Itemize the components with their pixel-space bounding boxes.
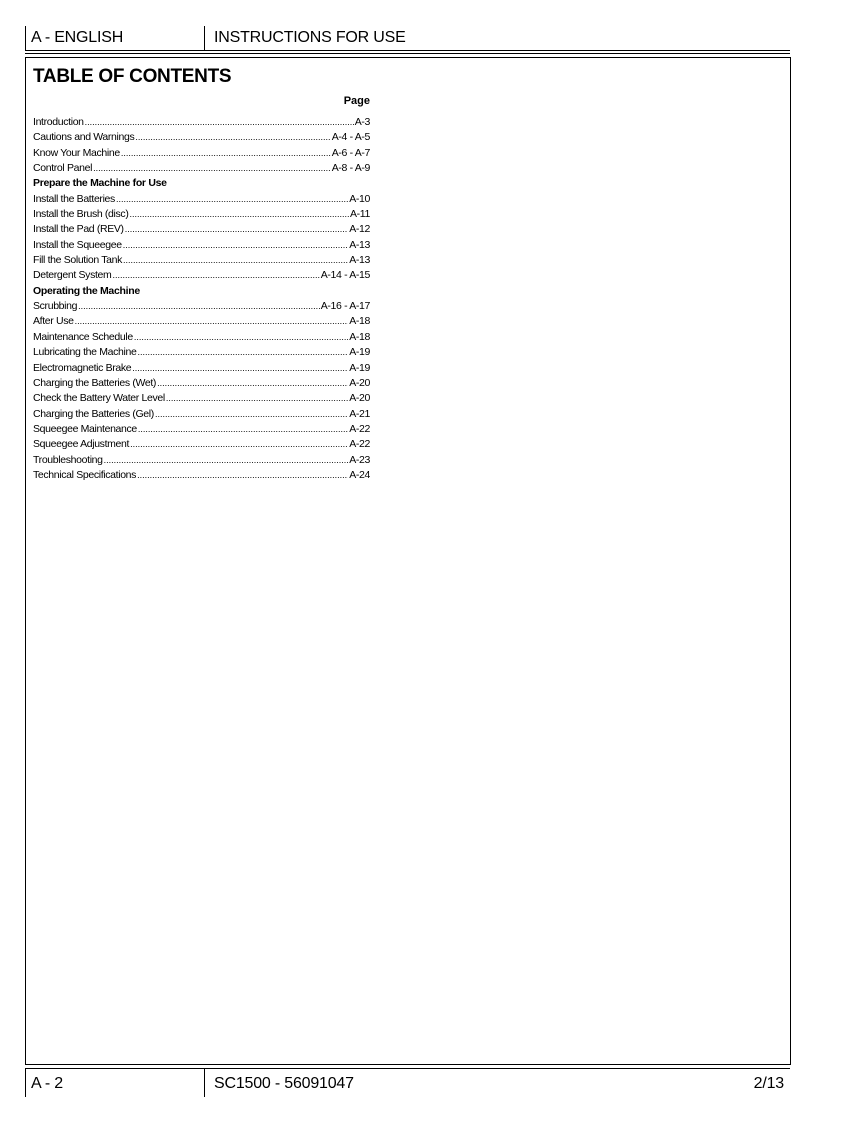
toc-entry-page: A-22 [349,422,370,435]
toc-entry[interactable] [33,161,370,176]
toc-entry-page: A-3 [354,116,370,128]
toc-entry-page: A-18 [349,330,370,343]
toc-entry-label: Charging the Batteries (Gel) [33,407,154,420]
toc-entry-label: Know Your Machine [33,146,120,159]
toc-entry-page: A-20 [349,392,370,405]
toc-entry[interactable] [33,314,370,329]
toc-entry[interactable] [33,345,370,360]
toc-entry-label: Squeegee Maintenance [33,422,137,435]
toc-entry-page: A-20 [349,376,370,389]
toc-entry-label: Install the Brush (disc) [33,208,129,221]
toc-entry[interactable] [33,422,370,437]
toc-dot-leader [85,115,354,130]
toc-entry[interactable] [33,361,370,376]
toc-dot-leader [134,330,348,345]
toc-entry-page: A-13 [349,254,370,267]
toc-entry-label: Fill the Solution Tank [33,254,122,267]
toc-entry[interactable] [33,453,370,468]
toc-entry-label: Charging the Batteries (Wet) [33,376,157,389]
toc-dot-leader [166,391,348,406]
toc-entry[interactable] [33,437,370,452]
toc-entry-label: Scrubbing [33,300,78,313]
toc-entry-label: Technical Specifications [33,468,137,481]
page-title: TABLE OF CONTENTS [33,66,232,87]
toc-dot-leader [135,130,330,145]
toc-dot-leader [137,468,348,483]
toc-entry[interactable] [33,253,370,268]
toc-entry-page: A-18 [349,315,370,328]
toc-entry-page: A-13 [349,238,370,251]
toc-entry-page: A-22 [349,438,370,451]
toc-entry[interactable] [33,376,370,391]
toc-dot-leader [121,146,331,161]
page-column-label: Page [343,95,370,107]
toc-entry-page: A-11 [350,208,370,221]
toc-dot-leader [75,314,349,329]
toc-section-heading: Prepare the Machine for Use [33,177,167,190]
toc-entry[interactable] [33,146,370,161]
toc-entry-page: A-4 - A-5 [331,131,370,144]
toc-dot-leader [132,361,348,376]
toc-entry[interactable] [33,391,370,406]
toc-entry[interactable] [33,192,370,207]
toc-dot-leader [129,207,349,222]
toc-dot-leader [116,192,348,207]
toc-dot-leader [123,253,348,268]
toc-entry[interactable] [33,115,370,130]
toc-entry-label: Introduction [33,116,84,128]
toc-entry-label: Install the Squeegee [33,238,122,251]
toc-entry-label: After Use [33,315,74,328]
toc-entry-page: A-6 - A-7 [331,146,370,159]
toc-entry-label: Lubricating the Machine [33,346,137,359]
header-title: INSTRUCTIONS FOR USE [214,29,406,46]
footer-divider [204,1069,205,1097]
footer-left-rule [25,1069,26,1097]
toc-entry[interactable] [33,130,370,145]
toc-dot-leader [112,268,319,283]
toc-dot-leader [123,238,348,253]
toc-dot-leader [125,222,349,237]
toc-dot-leader [130,437,348,452]
toc-dot-leader [93,161,331,176]
toc-entry[interactable] [33,238,370,253]
toc-entry-page: A-19 [349,346,370,359]
toc-entry-page: A-24 [349,468,370,481]
page-header [25,26,790,51]
toc-dot-leader [78,299,320,314]
toc-entry-page: A-12 [349,223,370,236]
toc-entry-label: Cautions and Warnings [33,131,135,144]
toc-entry-page: A-23 [349,453,370,466]
footer-sheet-count: 2/13 [753,1075,784,1092]
toc-entry-label: Squeegee Adjustment [33,438,130,451]
toc-dot-leader [155,407,348,422]
table-of-contents [33,115,370,483]
toc-entry[interactable] [33,268,370,283]
toc-entry-label: Electromagnetic Brake [33,361,132,374]
header-divider [204,26,205,50]
toc-entry-page: A-21 [349,407,370,420]
toc-entry[interactable] [33,299,370,314]
toc-entry[interactable] [33,330,370,345]
toc-dot-leader [157,376,348,391]
header-language: A - ENGLISH [31,29,124,46]
toc-entry-label: Detergent System [33,269,112,282]
toc-entry-page: A-10 [349,192,370,205]
footer-page-number: A - 2 [31,1075,63,1092]
toc-entry-page: A-14 - A-15 [320,269,370,282]
toc-entry-page: A-8 - A-9 [331,162,370,175]
toc-entry-page: A-16 - A-17 [320,300,370,313]
toc-dot-leader [138,422,348,437]
toc-entry-label: Maintenance Schedule [33,330,133,343]
toc-entry-label: Troubleshooting [33,453,103,466]
footer-model-number: SC1500 - 56091047 [214,1075,354,1092]
toc-entry-label: Control Panel [33,162,93,175]
toc-entry[interactable] [33,222,370,237]
toc-dot-leader [137,345,348,360]
toc-entry-label: Check the Battery Water Level [33,392,165,405]
page-footer [25,1068,790,1097]
content-frame [25,57,791,1065]
toc-entry[interactable] [33,407,370,422]
toc-dot-leader [104,453,349,468]
toc-entry-label: Install the Pad (REV) [33,223,124,236]
toc-entry-label: Install the Batteries [33,192,115,205]
toc-entry-page: A-19 [349,361,370,374]
header-left-rule [25,26,26,50]
toc-entry[interactable] [33,468,370,483]
toc-section-heading: Operating the Machine [33,284,140,297]
toc-entry[interactable] [33,207,370,222]
